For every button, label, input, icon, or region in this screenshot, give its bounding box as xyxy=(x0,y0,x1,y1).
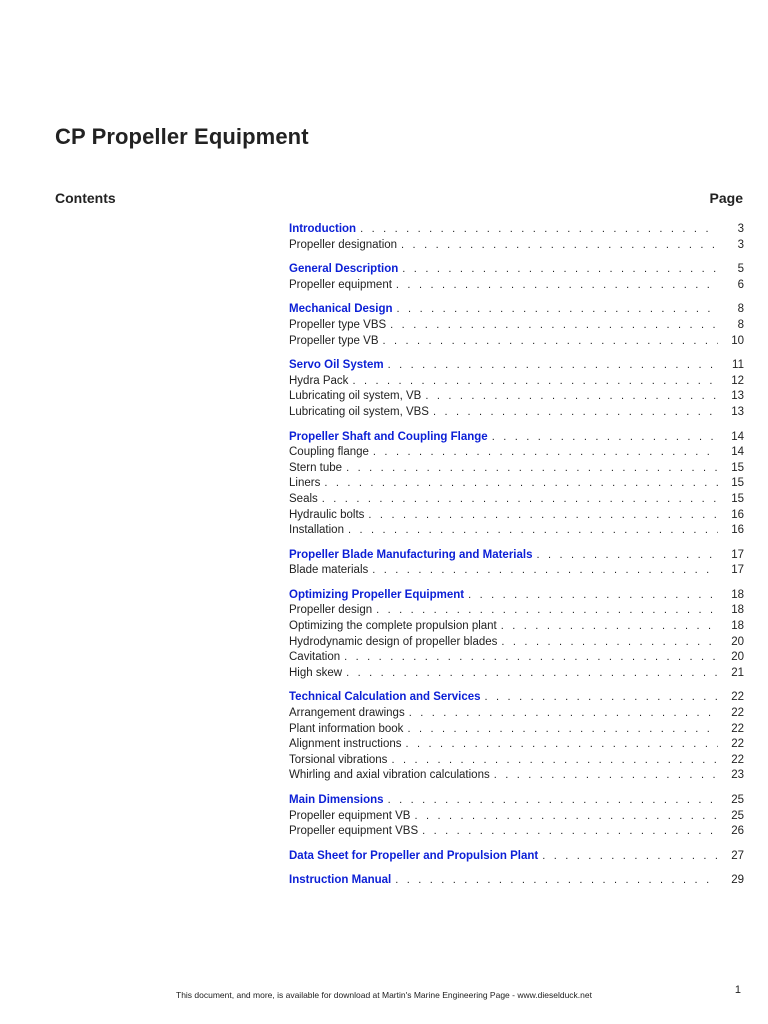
toc-heading-link[interactable]: Servo Oil System xyxy=(289,359,384,372)
toc-section xyxy=(289,430,744,539)
toc-heading-link[interactable]: Introduction xyxy=(289,223,357,235)
toc-entry-row xyxy=(289,666,744,682)
toc-entry-row xyxy=(289,523,744,539)
toc-page-number: 14 xyxy=(731,446,744,459)
toc-heading-row[interactable] xyxy=(289,430,744,446)
toc-entry-label: Hydrodynamic design of propeller blades xyxy=(289,635,498,648)
toc-page-number: 23 xyxy=(731,769,744,782)
toc-page-number: 13 xyxy=(731,405,744,418)
toc-heading-link[interactable]: Propeller Blade Manufacturing and Materials xyxy=(289,548,533,561)
toc-heading-row[interactable] xyxy=(289,873,744,889)
toc-page-number: 15 xyxy=(731,492,744,505)
dot-leader xyxy=(383,334,719,350)
dot-leader xyxy=(352,374,718,390)
dot-leader xyxy=(402,262,718,278)
toc-page-number: 25 xyxy=(731,809,744,822)
dot-leader xyxy=(406,737,719,753)
dot-leader xyxy=(536,548,718,564)
toc-section xyxy=(289,222,744,253)
toc-entry-label: Hydra Pack xyxy=(289,374,349,387)
toc-page-number: 18 xyxy=(731,588,744,601)
toc-entry-label: Liners xyxy=(289,477,321,490)
toc-entry-label: Arrangement drawings xyxy=(289,707,405,720)
toc-entry-row xyxy=(289,334,744,350)
page-column-label: Page xyxy=(709,190,743,206)
toc-entry-label: Blade materials xyxy=(289,564,369,577)
toc-page-number: 3 xyxy=(737,238,744,251)
toc-entry-label: Stern tube xyxy=(289,461,343,474)
toc-page-number: 20 xyxy=(731,651,744,664)
toc-section xyxy=(289,793,744,840)
toc-page-number: 21 xyxy=(731,666,744,679)
dot-leader xyxy=(409,706,718,722)
toc-page-number: 14 xyxy=(731,430,744,443)
toc-entry-row xyxy=(289,768,744,784)
toc-entry-row xyxy=(289,318,744,334)
toc-section xyxy=(289,548,744,579)
toc-section xyxy=(289,262,744,293)
toc-entry-row xyxy=(289,492,744,508)
dot-leader xyxy=(373,445,718,461)
toc-page-number: 22 xyxy=(731,691,744,704)
toc-heading-row[interactable] xyxy=(289,690,744,706)
toc-entry-label: Propeller type VB xyxy=(289,334,379,347)
toc-section xyxy=(289,302,744,349)
toc-page-number: 22 xyxy=(731,722,744,735)
dot-leader xyxy=(346,666,718,682)
dot-leader xyxy=(390,318,718,334)
dot-leader xyxy=(485,690,718,706)
toc-entry-row xyxy=(289,753,744,769)
toc-entry-row xyxy=(289,405,744,421)
toc-heading-link[interactable]: General Description xyxy=(289,263,399,276)
toc-page-number: 22 xyxy=(731,753,744,766)
toc-section xyxy=(289,588,744,682)
table-of-contents xyxy=(289,222,744,898)
dot-leader xyxy=(376,603,718,619)
toc-entry-row xyxy=(289,563,744,579)
toc-entry-label: High skew xyxy=(289,666,343,679)
toc-heading-row[interactable] xyxy=(289,588,744,604)
toc-entry-label: Propeller equipment VBS xyxy=(289,825,419,838)
toc-entry-label: Plant information book xyxy=(289,722,404,735)
toc-entry-row xyxy=(289,238,744,254)
dot-leader xyxy=(391,753,718,769)
toc-page-number: 22 xyxy=(731,707,744,720)
dot-leader xyxy=(388,793,718,809)
toc-page-number: 16 xyxy=(731,508,744,521)
dot-leader xyxy=(468,588,718,604)
toc-entry-label: Seals xyxy=(289,492,318,505)
toc-page-number: 10 xyxy=(731,334,744,347)
toc-page-number: 6 xyxy=(737,278,744,291)
toc-entry-label: Propeller design xyxy=(289,604,373,617)
toc-entry-label: Installation xyxy=(289,524,344,537)
dot-leader xyxy=(344,650,718,666)
toc-heading-row[interactable] xyxy=(289,849,744,865)
toc-page-number: 3 xyxy=(737,223,744,235)
toc-entry-label: Alignment instructions xyxy=(289,738,402,751)
toc-heading-link[interactable]: Optimizing Propeller Equipment xyxy=(289,588,465,601)
toc-heading-row[interactable] xyxy=(289,262,744,278)
toc-entry-label: Propeller equipment VB xyxy=(289,809,411,822)
toc-entry-label: Optimizing the complete propulsion plant xyxy=(289,620,497,633)
toc-entry-label: Lubricating oil system, VBS xyxy=(289,405,429,418)
toc-page-number: 18 xyxy=(731,604,744,617)
toc-entry-row xyxy=(289,737,744,753)
toc-page-number: 12 xyxy=(731,374,744,387)
toc-entry-label: Propeller equipment xyxy=(289,278,392,291)
dot-leader xyxy=(368,508,718,524)
toc-page-number: 17 xyxy=(731,564,744,577)
document-title: CP Propeller Equipment xyxy=(55,124,309,149)
dot-leader xyxy=(492,430,718,446)
toc-heading-link[interactable]: Instruction Manual xyxy=(289,874,392,887)
toc-entry-row xyxy=(289,619,744,635)
toc-heading-row[interactable] xyxy=(289,358,744,374)
toc-entry-label: Coupling flange xyxy=(289,446,369,459)
dot-leader xyxy=(433,405,718,421)
toc-page-number: 13 xyxy=(731,390,744,403)
dot-leader xyxy=(388,358,718,374)
dot-leader xyxy=(346,461,718,477)
dot-leader xyxy=(372,563,718,579)
toc-page-number: 27 xyxy=(731,849,744,862)
dot-leader xyxy=(360,222,718,238)
toc-entry-row xyxy=(289,635,744,651)
contents-label: Contents xyxy=(55,190,116,206)
toc-entry-row xyxy=(289,508,744,524)
toc-page-number: 18 xyxy=(731,620,744,633)
toc-heading-row[interactable] xyxy=(289,793,744,809)
toc-page-number: 8 xyxy=(737,303,744,316)
toc-heading-link[interactable]: Main Dimensions xyxy=(289,794,384,806)
toc-entry-label: Torsional vibrations xyxy=(289,753,388,766)
toc-page-number: 26 xyxy=(731,825,744,838)
toc-section xyxy=(289,690,744,784)
toc-entry-row xyxy=(289,461,744,477)
toc-entry-label: Whirling and axial vibration calculations xyxy=(289,769,490,782)
toc-page-number: 17 xyxy=(731,548,744,561)
toc-entry-row xyxy=(289,278,744,294)
toc-entry-row xyxy=(289,824,744,840)
dot-leader xyxy=(397,302,718,318)
toc-section xyxy=(289,358,744,420)
footer-download-note: This document, and more, is available for download at Martin's Marine Engineering Page - www.dieselduck.net xyxy=(176,990,592,1000)
dot-leader xyxy=(501,635,718,651)
toc-entry-label: Cavitation xyxy=(289,651,341,664)
dot-leader xyxy=(401,238,718,254)
toc-page-number: 20 xyxy=(731,635,744,648)
dot-leader xyxy=(396,278,718,294)
toc-entry-row xyxy=(289,809,744,825)
toc-entry-row xyxy=(289,476,744,492)
toc-entry-row xyxy=(289,603,744,619)
toc-entry-row xyxy=(289,374,744,390)
toc-entry-label: Hydraulic bolts xyxy=(289,508,365,521)
toc-page-number: 29 xyxy=(731,874,744,887)
toc-page-number: 25 xyxy=(731,794,744,806)
toc-heading-row[interactable] xyxy=(289,302,744,318)
dot-leader xyxy=(322,492,718,508)
page-number: 1 xyxy=(734,984,741,996)
toc-heading-link[interactable]: Propeller Shaft and Coupling Flange xyxy=(289,430,488,443)
toc-page-number: 22 xyxy=(731,738,744,751)
dot-leader xyxy=(407,722,718,738)
dot-leader xyxy=(324,476,718,492)
toc-page-number: 15 xyxy=(731,477,744,490)
toc-entry-row xyxy=(289,445,744,461)
toc-heading-link[interactable]: Data Sheet for Propeller and Propulsion Plant xyxy=(289,849,539,862)
toc-entry-label: Propeller designation xyxy=(289,238,398,251)
toc-entry-row xyxy=(289,722,744,738)
toc-entry-row xyxy=(289,650,744,666)
toc-page-number: 15 xyxy=(731,461,744,474)
toc-section xyxy=(289,873,744,889)
dot-leader xyxy=(425,389,718,405)
dot-leader xyxy=(395,873,718,889)
toc-heading-link[interactable]: Mechanical Design xyxy=(289,303,393,316)
toc-page-number: 11 xyxy=(732,359,744,372)
dot-leader xyxy=(414,809,718,825)
dot-leader xyxy=(494,768,718,784)
toc-heading-link[interactable]: Technical Calculation and Services xyxy=(289,691,481,704)
toc-entry-label: Propeller type VBS xyxy=(289,318,387,331)
toc-entry-row xyxy=(289,389,744,405)
dot-leader xyxy=(501,619,718,635)
dot-leader xyxy=(542,849,718,865)
dot-leader xyxy=(422,824,718,840)
toc-entry-row xyxy=(289,706,744,722)
toc-page-number: 8 xyxy=(737,318,744,331)
toc-page-number: 16 xyxy=(731,524,744,537)
dot-leader xyxy=(348,523,718,539)
toc-entry-label: Lubricating oil system, VB xyxy=(289,390,422,403)
toc-section xyxy=(289,849,744,865)
toc-heading-row[interactable] xyxy=(289,222,744,238)
toc-page-number: 5 xyxy=(737,263,744,276)
toc-heading-row[interactable] xyxy=(289,548,744,564)
